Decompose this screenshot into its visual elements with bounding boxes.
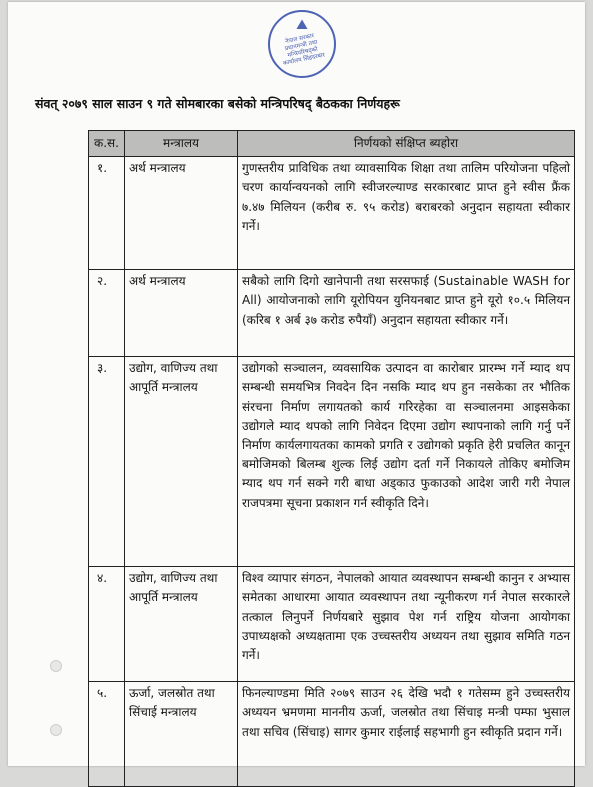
punch-hole xyxy=(50,660,62,672)
page-title: संवत् २०७९ साल साउन ९ गते सोमबारका बसेको मन्त्रिपरिषद् बैठकका निर्णयहरू xyxy=(35,96,400,111)
punch-hole xyxy=(50,724,62,736)
decisions-table xyxy=(88,130,575,787)
decision-text: फिनल्याण्डमा मिति २०७९ साउन २६ देखि भदौ १ गतेसम्म हुने उच्चस्तरीय अध्ययन भ्रमणमा माननीय ऊर्जा, जलस्रोत तथा सिंचाइ मन्त्री पम्फा भुसाल तथा सचिव (सिंचाइ) सागर कुमार राईलाई सहभागी हुन स्वीकृति प्रदान गर्ने। xyxy=(238,682,575,787)
ministry-name: ऊर्जा, जलस्रोत तथा सिंचाई मन्त्रालय xyxy=(125,682,238,787)
ministry-name: अर्थ मन्त्रालय xyxy=(125,157,238,270)
table-row xyxy=(89,157,575,270)
decision-text: गुणस्तरीय प्राविधिक तथा व्यावसायिक शिक्षा तथा तालिम परियोजना पहिलो चरण कार्यान्वयनको लागि स्वीजरल्याण्ड सरकारबाट प्राप्त हुने स्वीस फ्रैंक ७.४७ मिलियन (करीब रु. ९५ करोड) बराबरको अनुदान सहायता स्वीकार गर्ने। xyxy=(238,157,575,270)
table-row xyxy=(89,567,575,682)
ministry-name: अर्थ मन्त्रालय xyxy=(125,270,238,357)
serial-number: ४. xyxy=(89,567,125,682)
decision-text: विश्व व्यापार संगठन, नेपालको आयात व्यवस्थापन सम्बन्धी कानुन र अभ्यास समेतका आधारमा आयात व्यवस्थापन तथा न्यूनीकरण गर्न नेपाल सरकारले तत्काल लिनुपर्ने निर्णयबारे सुझाव पेश गर्न राष्ट्रिय योजना आयोगका उपाध्यक्षको अध्यक्षतामा एक उच्चस्तरीय अध्ययन तथा सुझाव समिति गठन गर्ने। xyxy=(238,567,575,682)
decision-text: उद्योगको सञ्चालन, व्यवसायिक उत्पादन वा कारोबार प्रारम्भ गर्ने म्याद थप सम्बन्धी समयभित्र निवदेन दिन नसकि म्याद थप हुन नसकेका तर भौतिक संरचना निर्माण लगायतको कार्य गरिरहेका वा सञ्चालनमा आइसकेका उद्योगले म्याद थपको लागि निवेदन दिएमा उद्योग स्थापनाको लागि गर्नु पर्ने निर्माण कार्यलगायतका कामको प्रगति र उद्योगको प्रकृति हेरी प्रचलित कानून बमोजिमको बिलम्ब शुल्क लिई उद्योग दर्ता गर्ने निकायले तोकिए बमोजिम म्याद थप गर्न सक्ने गरी बाधा अड्काउ फुकाउको आदेश जारी गरी नेपाल राजपत्रमा सूचना प्रकाशन गर्न स्वीकृति दिने। xyxy=(238,357,575,567)
table-header-row xyxy=(89,131,575,157)
column-header-ministry: मन्त्रालय xyxy=(125,131,238,157)
serial-number: १. xyxy=(89,157,125,270)
serial-number: ३. xyxy=(89,357,125,567)
table-row xyxy=(89,357,575,567)
government-seal xyxy=(268,10,336,78)
seal-text: नेपाल सरकार प्रधानमन्त्री तथा मन्त्रिपरिषद्को कार्यालय सिंहदरबार xyxy=(282,32,326,68)
table-row xyxy=(89,682,575,787)
serial-number: २. xyxy=(89,270,125,357)
column-header-decision: निर्णयको संक्षिप्त ब्यहोरा xyxy=(238,131,575,157)
serial-number: ५. xyxy=(89,682,125,787)
ministry-name: उद्योग, वाणिज्य तथा आपूर्ति मन्त्रालय xyxy=(125,567,238,682)
table-row xyxy=(89,270,575,357)
column-header-serial: क.स. xyxy=(89,131,125,157)
decision-text: सबैको लागि दिगो खानेपानी तथा सरसफाई (Sustainable WASH for All) आयोजनाको लागि यूरोपियन युनियनबाट प्राप्त हुने यूरो १०.५ मिलियन (करिब १ अर्ब ३७ करोड रुपैयाँ) अनुदान सहायता स्वीकार गर्ने। xyxy=(238,270,575,357)
ministry-name: उद्योग, वाणिज्य तथा आपूर्ति मन्त्रालय xyxy=(125,357,238,567)
emblem-icon: ⛰ xyxy=(296,17,308,33)
